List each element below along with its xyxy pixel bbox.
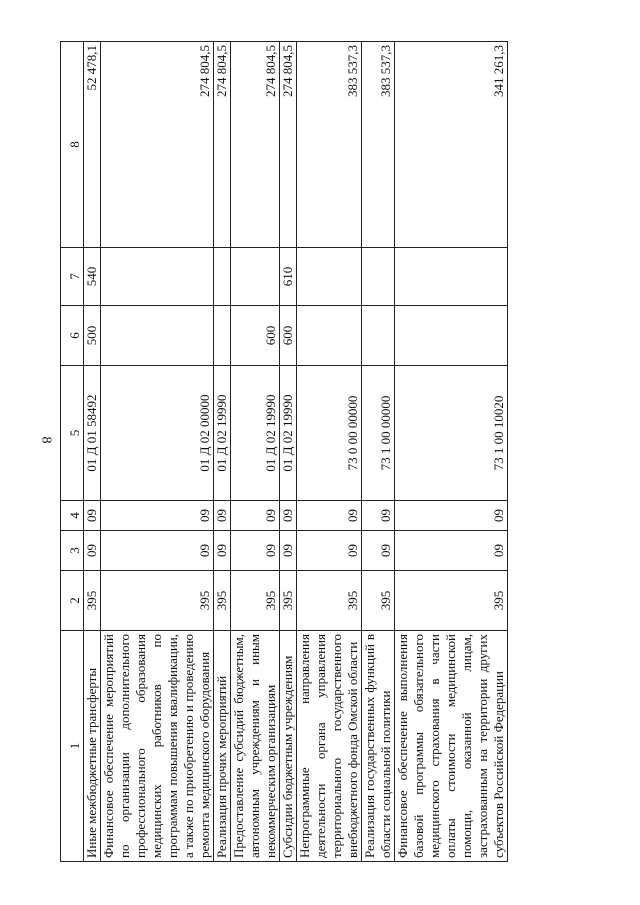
table-row — [280, 42, 297, 862]
row-code-5: 01 Д 02 19990 — [231, 366, 280, 501]
row-code-4: 09 — [231, 501, 280, 531]
row-code-6: 600 — [280, 306, 297, 366]
row-code-7: 610 — [280, 248, 297, 306]
header-row — [61, 42, 84, 862]
row-name: Иные межбюджетные трансферты — [84, 631, 101, 862]
row-code-5: 01 Д 02 00000 — [101, 366, 214, 501]
row-name: Финансовое обеспечение мероприятий по организации дополнительного профессионального образования медицинских работников по программам повышения квалификации, а также по приобретению и проведению ремонта медицинского оборудования — [101, 631, 214, 862]
row-code-6 — [214, 306, 231, 366]
row-code-6 — [101, 306, 214, 366]
row-amount: 341 261,3 — [395, 42, 508, 248]
row-code-6 — [395, 306, 508, 366]
table-row — [362, 42, 395, 862]
row-code-2: 395 — [214, 571, 231, 631]
row-code-3: 09 — [214, 531, 231, 571]
budget-table — [60, 41, 508, 862]
row-code-5: 73 0 00 00000 — [297, 366, 362, 501]
column-header: 2 — [61, 571, 84, 631]
table-row — [101, 42, 214, 862]
column-header: 1 — [61, 631, 84, 862]
row-name: Непрограммные направления деятельности органа управления территориального государственного внебюджетного фонда Омской области — [297, 631, 362, 862]
row-code-5: 01 Д 01 58492 — [84, 366, 101, 501]
table-row — [214, 42, 231, 862]
row-code-7 — [101, 248, 214, 306]
row-name: Субсидии бюджетным учреждениям — [280, 631, 297, 862]
row-code-3: 09 — [101, 531, 214, 571]
row-code-2: 395 — [101, 571, 214, 631]
budget-table-sheet — [60, 42, 580, 862]
row-code-3: 09 — [395, 531, 508, 571]
row-code-4: 09 — [214, 501, 231, 531]
column-header: 7 — [61, 248, 84, 306]
row-name: Реализация прочих мероприятий — [214, 631, 231, 862]
column-header: 8 — [61, 42, 84, 248]
row-amount: 383 537,3 — [297, 42, 362, 248]
row-code-3: 09 — [362, 531, 395, 571]
row-code-6: 500 — [84, 306, 101, 366]
row-amount: 383 537,3 — [362, 42, 395, 248]
row-code-6 — [297, 306, 362, 366]
row-code-3: 09 — [84, 531, 101, 571]
row-amount: 274 804,5 — [214, 42, 231, 248]
table-row — [395, 42, 508, 862]
row-amount: 274 804,5 — [231, 42, 280, 248]
row-code-4: 09 — [84, 501, 101, 531]
row-code-5: 73 1 00 00000 — [362, 366, 395, 501]
row-code-5: 73 1 00 10020 — [395, 366, 508, 501]
row-code-5: 01 Д 02 19990 — [280, 366, 297, 501]
column-header: 3 — [61, 531, 84, 571]
row-code-4: 09 — [362, 501, 395, 531]
row-code-6 — [362, 306, 395, 366]
row-amount: 52 478,1 — [84, 42, 101, 248]
table-row — [297, 42, 362, 862]
row-name: Реализация государственных функций в области социальной политики — [362, 631, 395, 862]
row-code-3: 09 — [231, 531, 280, 571]
table-row — [84, 42, 101, 862]
row-code-2: 395 — [362, 571, 395, 631]
row-amount: 274 804,5 — [280, 42, 297, 248]
row-code-7 — [214, 248, 231, 306]
row-code-7 — [297, 248, 362, 306]
column-header: 5 — [61, 366, 84, 501]
row-code-2: 395 — [231, 571, 280, 631]
row-code-4: 09 — [395, 501, 508, 531]
row-code-3: 09 — [297, 531, 362, 571]
row-code-6: 600 — [231, 306, 280, 366]
row-code-2: 395 — [297, 571, 362, 631]
row-name: Финансовое обеспечение выполнения базовой программы обязательного медицинского страхования в части оплаты стоимости медицинской помощи, оказанной лицам, застрахованным на территории других субъектов Российской Федерации — [395, 631, 508, 862]
row-code-5: 01 Д 02 19990 — [214, 366, 231, 501]
page-number: 8 — [38, 436, 54, 444]
row-amount: 274 804,5 — [101, 42, 214, 248]
row-code-2: 395 — [395, 571, 508, 631]
row-code-7: 540 — [84, 248, 101, 306]
row-code-7 — [362, 248, 395, 306]
row-code-4: 09 — [101, 501, 214, 531]
row-code-7 — [395, 248, 508, 306]
row-code-4: 09 — [297, 501, 362, 531]
row-code-4: 09 — [280, 501, 297, 531]
row-code-7 — [231, 248, 280, 306]
row-name: Предоставление субсидий бюджетным, автономным учреждениям и иным некоммерческим организациям — [231, 631, 280, 862]
row-code-2: 395 — [84, 571, 101, 631]
column-header: 4 — [61, 501, 84, 531]
column-header: 6 — [61, 306, 84, 366]
row-code-2: 395 — [280, 571, 297, 631]
table-row — [231, 42, 280, 862]
row-code-3: 09 — [280, 531, 297, 571]
